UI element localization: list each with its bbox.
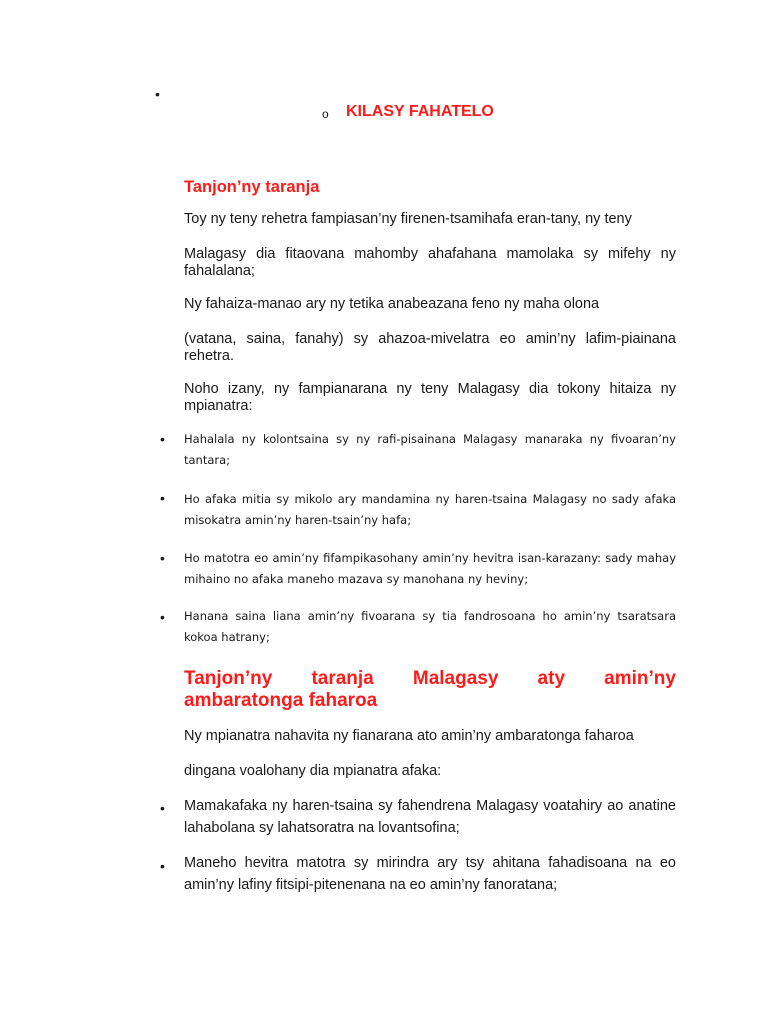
paragraph: Toy ny teny rehetra fampiasan’ny firenen-tsamihafa eran-tany, ny teny [184, 211, 632, 227]
list-bullet: • [155, 86, 160, 102]
class-title: KILASY FAHATELO [346, 103, 494, 120]
list-item: Hahalala ny kolontsaina sy ny rafi-pisainana Malagasy manaraka ny fivoaran’ny tantara; [184, 432, 676, 467]
list-bullet: • [160, 858, 165, 874]
list-item: Ho afaka mitia sy mikolo ary mandamina ny haren-tsaina Malagasy no sady afaka misokatra amin’ny haren-tsain’ny hafa; [184, 492, 676, 527]
list-bullet: • [160, 609, 165, 625]
sub-list-bullet: o [322, 107, 329, 121]
heading-word: taranja [311, 668, 374, 689]
list-bullet: • [160, 431, 165, 447]
section-heading-secondary-goals [184, 668, 676, 712]
list-item: Ho matotra eo amin’ny fifampikasohany amin’ny hevitra isan-karazany: sady mahay mihaino no afaka maneho mazava sy manohana ny heviny; [184, 551, 676, 586]
list-bullet: • [160, 490, 165, 506]
list-bullet: • [160, 800, 165, 816]
paragraph: Ny mpianatra nahavita ny fianarana ato amin’ny ambaratonga faharoa [184, 728, 634, 744]
heading-word: Malagasy [412, 668, 499, 689]
heading-word: amin’ny [604, 668, 676, 689]
heading-word: Tanjon’ny [184, 668, 273, 689]
heading-word: aty [537, 668, 566, 689]
list-bullet: • [160, 550, 165, 566]
heading-line [184, 668, 676, 690]
heading-line: ambaratonga faharoa [184, 690, 378, 711]
paragraph: Malagasy dia fitaovana mahomby ahafahana mamolaka sy mifehy ny fahalalana; [184, 246, 676, 279]
list-item: Mamakafaka ny haren-tsaina sy fahendrena Malagasy voatahiry ao anatine lahabolana sy lahatsoratra na lovantsofina; [184, 798, 676, 836]
paragraph: (vatana, saina, fanahy) sy ahazoa-mivelatra eo amin’ny lafim-piainana rehetra. [184, 331, 676, 364]
list-item: Maneho hevitra matotra sy mirindra ary tsy ahitana fahadisoana na eo amin’ny lafiny fitsipi-pitenenana na eo amin’ny fanoratana; [184, 855, 676, 893]
section-heading-goals: Tanjon’ny taranja [184, 178, 320, 196]
paragraph: Noho izany, ny fampianarana ny teny Malagasy dia tokony hitaiza ny mpianatra: [184, 381, 676, 414]
list-item: Hanana saina liana amin’ny fivoarana sy tia fandrosoana ho amin’ny tsaratsara kokoa hatrany; [184, 609, 676, 644]
paragraph: dingana voalohany dia mpianatra afaka: [184, 763, 442, 779]
paragraph: Ny fahaiza-manao ary ny tetika anabeazana feno ny maha olona [184, 296, 600, 312]
